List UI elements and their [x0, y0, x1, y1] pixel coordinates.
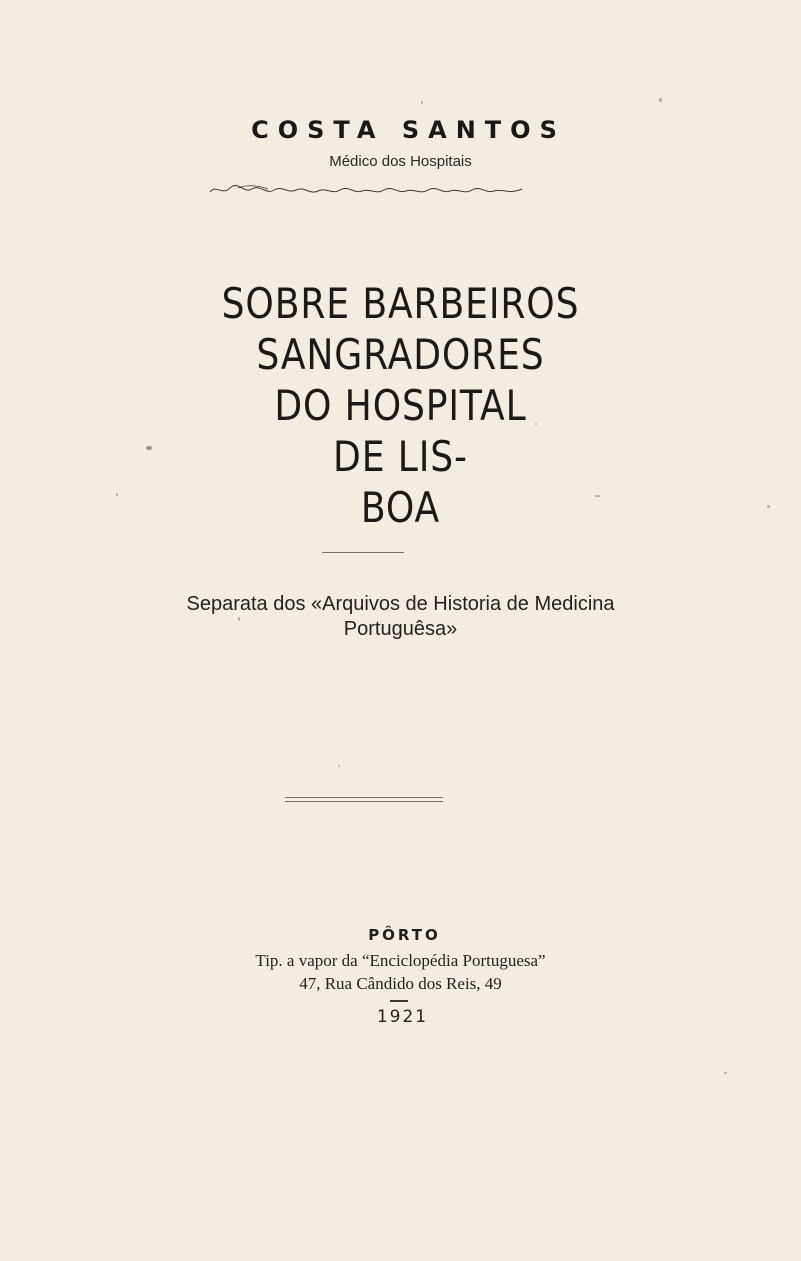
title-line: DE LIS- — [333, 432, 468, 481]
paper-speck — [724, 1072, 727, 1074]
paper-speck — [421, 101, 423, 104]
imprint-dash — [390, 1000, 408, 1002]
double-rule-bottom — [285, 801, 443, 802]
paper-speck — [659, 98, 662, 102]
book-title — [56, 278, 745, 533]
separata-line: Portuguêsa» — [343, 618, 458, 640]
paper-speck — [338, 765, 340, 767]
imprint-year: 1921 — [376, 1007, 429, 1027]
separata-note — [0, 592, 801, 642]
imprint-printer: Tip. a vapor da “Enciclopédia Portuguesa” — [255, 951, 546, 970]
paper-speck — [767, 505, 770, 508]
author-name: COSTA SANTOS — [251, 116, 566, 144]
title-line: SANGRADORES — [256, 330, 545, 379]
wave-ornament — [208, 180, 524, 200]
imprint-address: 47, Rua Cândido dos Reis, 49 — [299, 974, 502, 993]
title-divider — [322, 552, 404, 553]
author-title: Médico dos Hospitais — [329, 153, 472, 170]
separata-line: Separata dos «Arquivos de Historia de Medicina — [186, 593, 615, 615]
title-line: BOA — [360, 483, 441, 532]
imprint-city: PÔRTO — [368, 926, 441, 944]
title-line: DO HOSPITAL — [274, 381, 527, 430]
double-rule-top — [285, 797, 443, 798]
title-line: SOBRE BARBEIROS — [221, 279, 580, 328]
